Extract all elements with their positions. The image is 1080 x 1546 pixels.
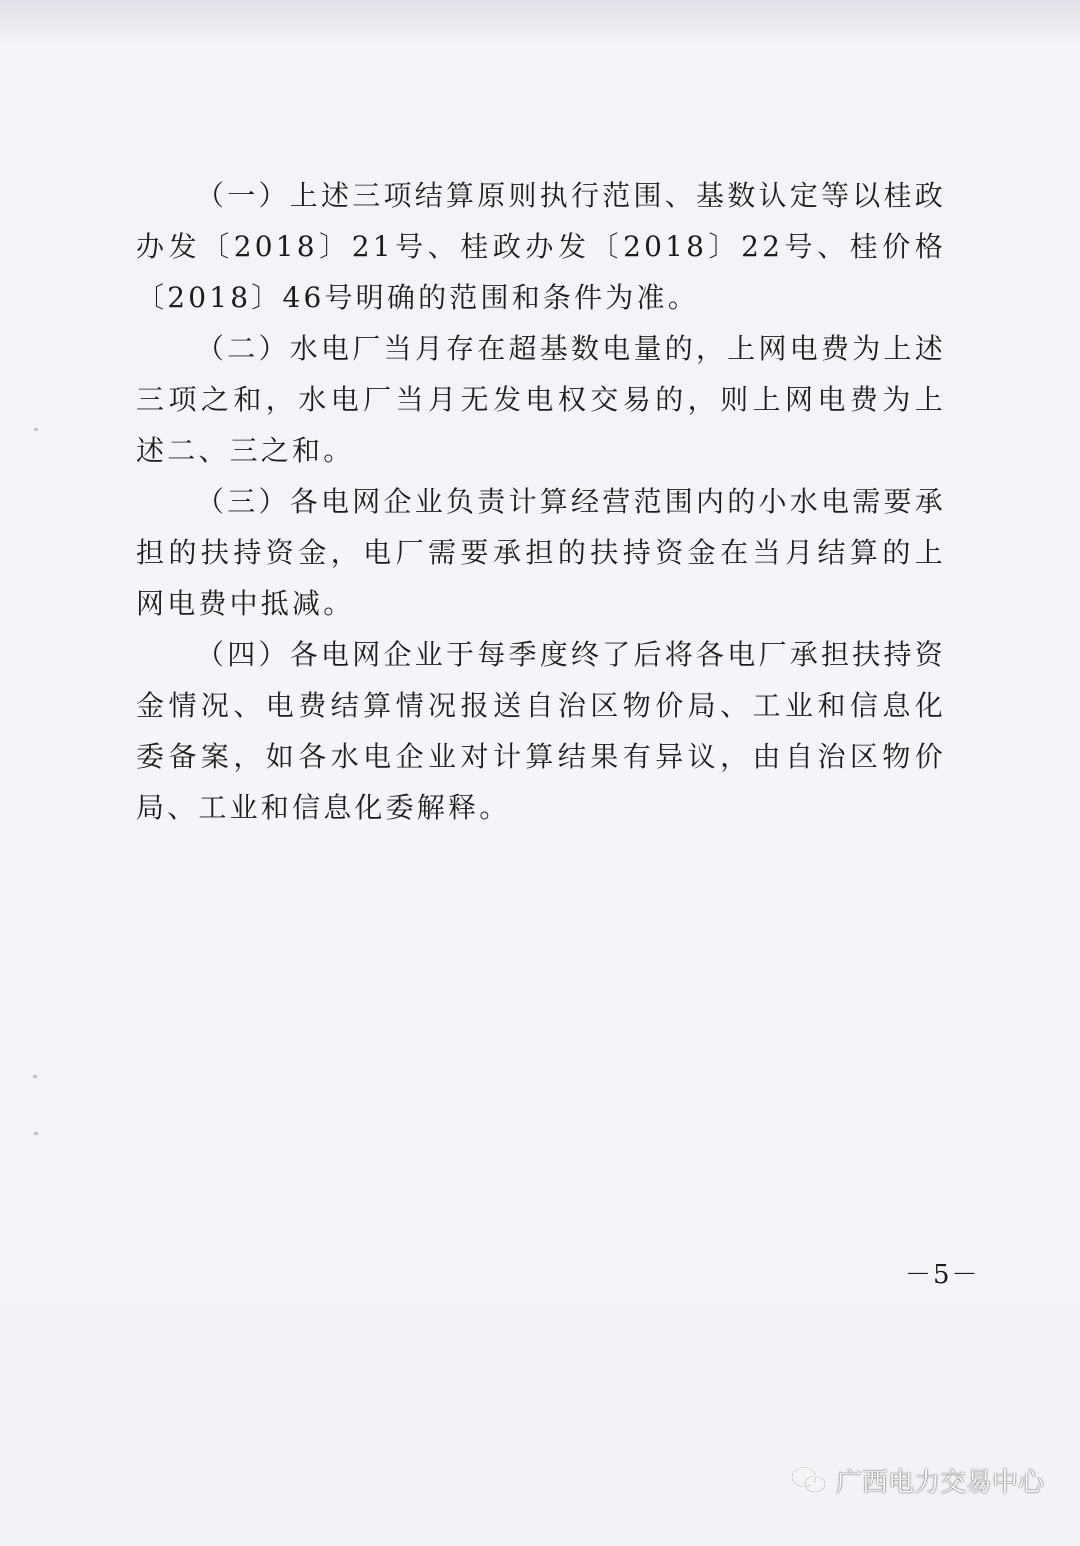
document-body [136,170,946,833]
paragraph-2: （二）水电厂当月存在超基数电量的，上网电费为上述三项之和，水电厂当月无发电权交易的，则上网电费为上述二、三之和。 [136,332,946,467]
wechat-watermark [790,1462,1044,1498]
paragraph-3: （三）各电网企业负责计算经营范围内的小水电需要承担的扶持资金，电厂需要承担的扶持资金在当月结算的上网电费中抵减。 [136,485,946,620]
paragraph-1: （一）上述三项结算原则执行范围、基数认定等以桂政办发〔2018〕21号、桂政办发〔2018〕22号、桂价格〔2018〕46号明确的范围和条件为准。 [136,179,946,314]
paragraph-4: （四）各电网企业于每季度终了后将各电厂承担扶持资金情况、电费结算情况报送自治区物价局、工业和信息化委备案，如各水电企业对计算结果有异议，由自治区物价局、工业和信息化委解释。 [136,638,946,824]
scan-speck [34,1132,38,1135]
page-number: －5－ [905,1260,980,1290]
scan-speck [33,1075,37,1078]
scan-shadow [0,0,1080,38]
watermark-text: 广西电力交易中心 [836,1467,1045,1498]
wechat-icon [790,1465,828,1495]
scan-speck [34,428,38,431]
